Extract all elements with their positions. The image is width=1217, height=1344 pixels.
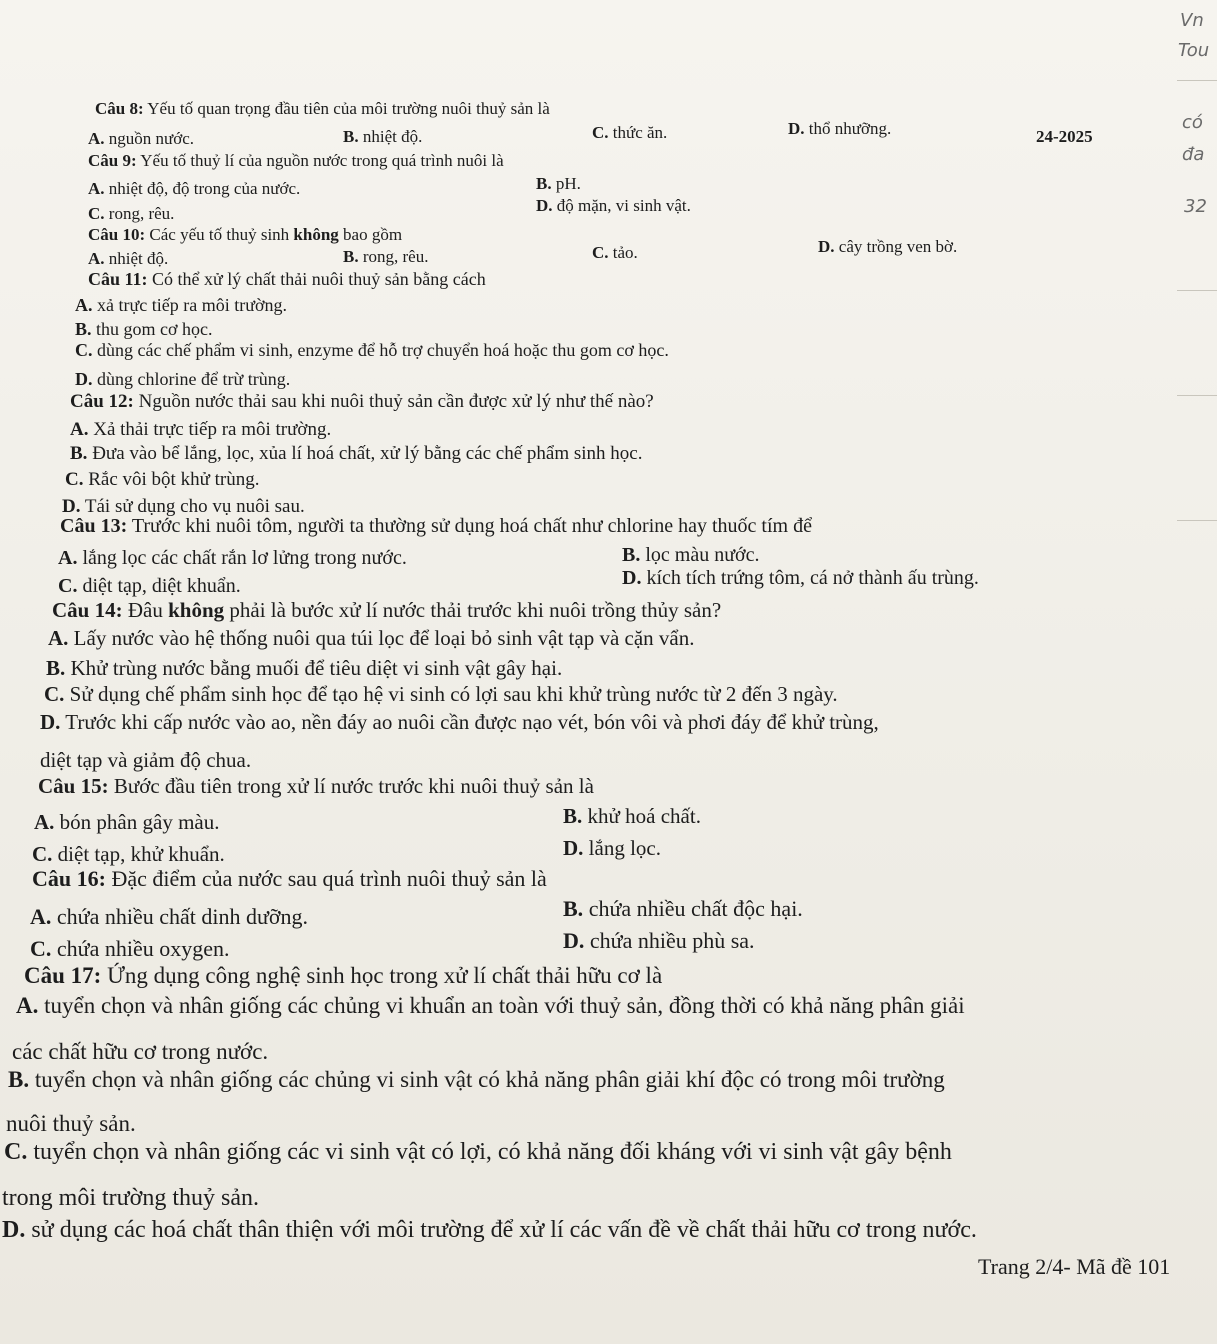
question-17: Câu 17: Ứng dụng công nghệ sinh học trong xử lí chất thải hữu cơ là [24, 963, 663, 988]
page-footer: Trang 2/4- Mã đề 101 [978, 1254, 1171, 1279]
margin-rule [1177, 395, 1217, 396]
option-8b: B. nhiệt độ. [343, 127, 423, 146]
option-9b: B. pH. [536, 174, 581, 193]
option-13d: D. kích tích trứng tôm, cá nở thành ấu trùng. [622, 567, 979, 589]
option-17b-continued: nuôi thuỷ sản. [6, 1111, 136, 1136]
question-13: Câu 13: Trước khi nuôi tôm, người ta thường sử dụng hoá chất như chlorine hay thuốc tím để [60, 515, 812, 537]
option-12a: A. Xả thải trực tiếp ra môi trường. [70, 419, 332, 440]
option-9c: C. rong, rêu. [88, 204, 175, 223]
option-16d: D. chứa nhiều phù sa. [563, 928, 755, 953]
question-12: Câu 12: Nguồn nước thải sau khi nuôi thuỷ sản cần được xử lý như thế nào? [70, 391, 654, 412]
question-label: Câu 8: [95, 99, 144, 118]
option-14d-continued: diệt tạp và giảm độ chua. [40, 748, 252, 772]
option-17a-continued: các chất hữu cơ trong nước. [12, 1039, 269, 1064]
option-11c: C. dùng các chế phẩm vi sinh, enzyme để hỗ trợ chuyển hoá hoặc thu gom cơ học. [75, 340, 669, 360]
margin-rule [1177, 80, 1217, 81]
option-15c: C. diệt tạp, khử khuẩn. [32, 842, 225, 866]
option-12b: B. Đưa vào bể lắng, lọc, xủa lí hoá chất, xử lý bằng các chế phẩm sinh học. [70, 443, 643, 464]
option-15a: A. bón phân gây màu. [34, 810, 220, 834]
question-11: Câu 11: Có thể xử lý chất thải nuôi thuỷ sản bằng cách [88, 269, 486, 289]
option-8d: D. thổ nhưỡng. [788, 119, 892, 138]
option-10b: B. rong, rêu. [343, 247, 429, 266]
question-15: Câu 15: Bước đầu tiên trong xử lí nước trước khi nuôi thuỷ sản là [38, 774, 594, 798]
option-14d: D. Trước khi cấp nước vào ao, nền đáy ao nuôi cần được nạo vét, bón vôi và phơi đáy để khử trùng, [40, 710, 879, 734]
option-11b: B. thu gom cơ học. [75, 319, 213, 339]
option-17d: D. sử dụng các hoá chất thân thiện với môi trường để xử lí các vấn đề về chất thải hữu cơ trong nước. [2, 1217, 977, 1243]
question-14: Câu 14: Đâu không phải là bước xử lí nước thải trước khi nuôi trồng thủy sản? [52, 598, 722, 622]
margin-rule [1177, 290, 1217, 291]
option-14a: A. Lấy nước vào hệ thống nuôi qua túi lọc để loại bỏ sinh vật tạp và cặn vẩn. [48, 626, 695, 650]
option-9d: D. độ mặn, vi sinh vật. [536, 196, 691, 215]
question-10: Câu 10: Các yếu tố thuỷ sinh không bao gồm [88, 225, 403, 244]
question-text: Yếu tố quan trọng đầu tiên của môi trường nuôi thuỷ sản là [143, 99, 550, 118]
margin-rule [1177, 520, 1217, 521]
option-10c: C. tảo. [592, 243, 638, 262]
option-15b: B. khử hoá chất. [563, 804, 701, 828]
margin-note-4: đa [1182, 144, 1205, 165]
option-15d: D. lắng lọc. [563, 836, 661, 860]
option-16c: C. chứa nhiều oxygen. [30, 936, 230, 961]
option-10d: D. cây trồng ven bờ. [818, 237, 958, 256]
option-16b: B. chứa nhiều chất độc hại. [563, 896, 803, 921]
option-11a: A. xả trực tiếp ra môi trường. [75, 295, 287, 315]
option-12c: C. Rắc vôi bột khử trùng. [65, 469, 260, 490]
option-13a: A. lắng lọc các chất rắn lơ lửng trong nước. [58, 547, 407, 569]
option-17b: B. tuyển chọn và nhân giống các chủng vi sinh vật có khả năng phân giải khí độc có trong môi trường [8, 1067, 945, 1092]
margin-note-1: Vn [1180, 10, 1204, 31]
option-11d: D. dùng chlorine để trừ trùng. [75, 369, 291, 389]
margin-note-2: Tou [1178, 40, 1210, 61]
school-year-fragment: 24-2025 [1036, 127, 1093, 146]
question-9: Câu 9: Yếu tố thuỷ lí của nguồn nước trong quá trình nuôi là [88, 151, 504, 170]
option-8a: A. nguồn nước. [88, 129, 195, 148]
option-14c: C. Sử dụng chế phẩm sinh học để tạo hệ vi sinh có lợi sau khi khử trùng nước từ 2 đến 3 ngày. [44, 682, 838, 706]
option-9a: A. nhiệt độ, độ trong của nước. [88, 179, 301, 198]
option-14b: B. Khử trùng nước bằng muối để tiêu diệt vi sinh vật gây hại. [46, 656, 563, 680]
margin-note-3: có [1182, 112, 1203, 133]
option-13b: B. lọc màu nước. [622, 544, 760, 566]
option-13c: C. diệt tạp, diệt khuẩn. [58, 575, 241, 597]
option-12d: D. Tái sử dụng cho vụ nuôi sau. [62, 496, 305, 517]
option-17c: C. tuyển chọn và nhân giống các vi sinh vật có lợi, có khả năng đối kháng với vi sinh vật gây bệnh [4, 1139, 952, 1165]
option-10a: A. nhiệt độ. [88, 249, 169, 268]
question-8 [95, 100, 550, 117]
question-16: Câu 16: Đặc điểm của nước sau quá trình nuôi thuỷ sản là [32, 866, 547, 891]
option-8c: C. thức ăn. [592, 123, 668, 142]
option-16a: A. chứa nhiều chất dinh dưỡng. [30, 904, 309, 929]
option-17a: A. tuyển chọn và nhân giống các chủng vi khuẩn an toàn với thuỷ sản, đồng thời có khả năng phân giải [16, 993, 965, 1018]
option-17c-continued: trong môi trường thuỷ sản. [2, 1185, 260, 1211]
margin-note-5: 32 [1184, 196, 1207, 217]
